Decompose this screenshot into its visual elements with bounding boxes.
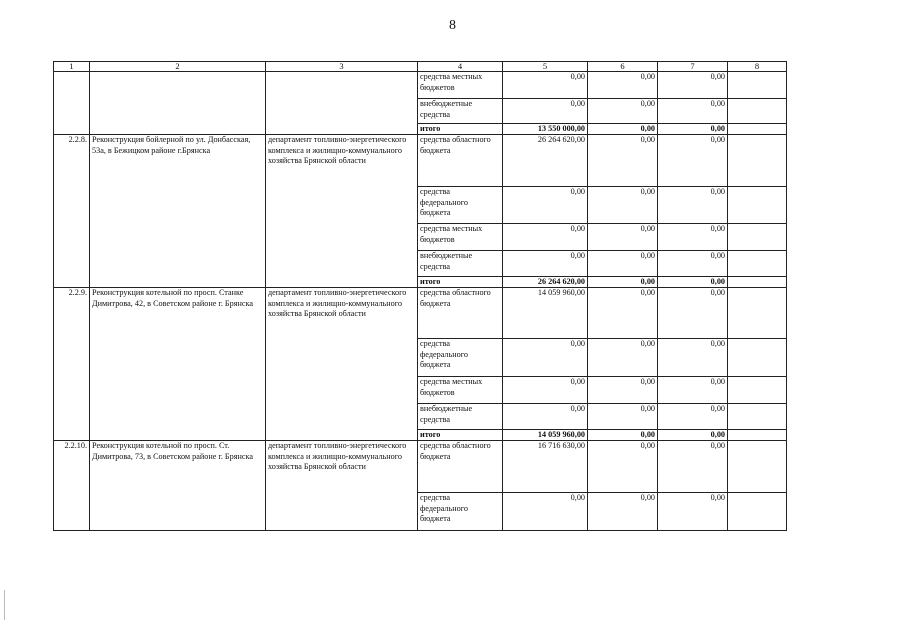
item-executor: департамент топливно-энергетического комплекса и жилищно-коммунального хозяйства Брянской области — [266, 288, 418, 441]
funding-source: средства федерального бюджета — [418, 493, 503, 531]
amount-col6: 0,00 — [588, 72, 658, 99]
amount-col8 — [728, 430, 787, 441]
item-code: 2.2.8. — [54, 135, 90, 288]
amount-col8 — [728, 72, 787, 99]
amount-col8 — [728, 377, 787, 404]
funding-source: средства федерального бюджета — [418, 339, 503, 377]
funding-source: средства областного бюджета — [418, 441, 503, 493]
amount-col7: 0,00 — [658, 288, 728, 339]
funding-source: средства местных бюджетов — [418, 377, 503, 404]
amount-col7: 0,00 — [658, 404, 728, 430]
amount-col8 — [728, 251, 787, 277]
amount-col8 — [728, 404, 787, 430]
funding-source: итого — [418, 430, 503, 441]
amount-col7: 0,00 — [658, 377, 728, 404]
amount-col7: 0,00 — [658, 339, 728, 377]
amount-col5: 14 059 960,00 — [503, 288, 588, 339]
amount-col6: 0,00 — [588, 377, 658, 404]
amount-col6: 0,00 — [588, 224, 658, 251]
amount-col5: 26 264 620,00 — [503, 277, 588, 288]
amount-col5: 13 550 000,00 — [503, 124, 588, 135]
column-number: 2 — [90, 62, 266, 72]
funding-source: внебюджетные средства — [418, 251, 503, 277]
amount-col8 — [728, 224, 787, 251]
funding-source: средства федерального бюджета — [418, 187, 503, 224]
amount-col6: 0,00 — [588, 124, 658, 135]
amount-col6: 0,00 — [588, 277, 658, 288]
budget-table — [53, 61, 787, 531]
amount-col5: 0,00 — [503, 251, 588, 277]
amount-col8 — [728, 277, 787, 288]
item-name: Реконструкция котельной по просп. Ст. Димитрова, 73, в Советском районе г. Брянска — [90, 441, 266, 531]
amount-col7: 0,00 — [658, 251, 728, 277]
item-executor: департамент топливно-энергетического комплекса и жилищно-коммунального хозяйства Брянской области — [266, 441, 418, 531]
amount-col5: 14 059 960,00 — [503, 430, 588, 441]
amount-col7: 0,00 — [658, 430, 728, 441]
amount-col6: 0,00 — [588, 187, 658, 224]
amount-col5: 16 716 630,00 — [503, 441, 588, 493]
amount-col5: 0,00 — [503, 377, 588, 404]
column-number: 6 — [588, 62, 658, 72]
funding-row — [54, 72, 787, 99]
amount-col5: 0,00 — [503, 99, 588, 124]
item-name — [90, 72, 266, 135]
amount-col5: 0,00 — [503, 187, 588, 224]
column-number: 4 — [418, 62, 503, 72]
amount-col8 — [728, 99, 787, 124]
amount-col7: 0,00 — [658, 99, 728, 124]
amount-col6: 0,00 — [588, 339, 658, 377]
amount-col8 — [728, 441, 787, 493]
item-executor: департамент топливно-энергетического комплекса и жилищно-коммунального хозяйства Брянской области — [266, 135, 418, 288]
amount-col5: 0,00 — [503, 404, 588, 430]
item-code — [54, 72, 90, 135]
funding-source: внебюджетные средства — [418, 99, 503, 124]
funding-source: средства местных бюджетов — [418, 224, 503, 251]
amount-col5: 0,00 — [503, 339, 588, 377]
amount-col7: 0,00 — [658, 124, 728, 135]
amount-col5: 26 264 620,00 — [503, 135, 588, 187]
amount-col7: 0,00 — [658, 277, 728, 288]
funding-source: средства местных бюджетов — [418, 72, 503, 99]
amount-col6: 0,00 — [588, 135, 658, 187]
amount-col7: 0,00 — [658, 441, 728, 493]
column-number: 8 — [728, 62, 787, 72]
amount-col8 — [728, 124, 787, 135]
amount-col6: 0,00 — [588, 99, 658, 124]
amount-col7: 0,00 — [658, 493, 728, 531]
amount-col6: 0,00 — [588, 288, 658, 339]
amount-col8 — [728, 339, 787, 377]
column-number: 5 — [503, 62, 588, 72]
funding-row — [54, 135, 787, 187]
item-name: Реконструкция бойлерной по ул. Донбасская, 53а, в Бежицком районе г.Брянска — [90, 135, 266, 288]
amount-col6: 0,00 — [588, 404, 658, 430]
item-name: Реконструкция котельной по просп. Станке Димитрова, 42, в Советском районе г. Брянска — [90, 288, 266, 441]
amount-col6: 0,00 — [588, 251, 658, 277]
amount-col7: 0,00 — [658, 135, 728, 187]
item-executor — [266, 72, 418, 135]
funding-source: средства областного бюджета — [418, 135, 503, 187]
amount-col7: 0,00 — [658, 224, 728, 251]
amount-col8 — [728, 135, 787, 187]
amount-col6: 0,00 — [588, 430, 658, 441]
amount-col7: 0,00 — [658, 187, 728, 224]
funding-row — [54, 288, 787, 339]
item-code: 2.2.10. — [54, 441, 90, 531]
column-number: 3 — [266, 62, 418, 72]
funding-source: итого — [418, 124, 503, 135]
amount-col6: 0,00 — [588, 493, 658, 531]
funding-row — [54, 441, 787, 493]
amount-col8 — [728, 288, 787, 339]
funding-source: итого — [418, 277, 503, 288]
amount-col7: 0,00 — [658, 72, 728, 99]
column-number-row — [54, 62, 787, 72]
amount-col8 — [728, 493, 787, 531]
amount-col5: 0,00 — [503, 493, 588, 531]
funding-source: средства областного бюджета — [418, 288, 503, 339]
amount-col6: 0,00 — [588, 441, 658, 493]
scan-margin-mark — [4, 590, 5, 620]
amount-col5: 0,00 — [503, 72, 588, 99]
column-number: 1 — [54, 62, 90, 72]
amount-col8 — [728, 187, 787, 224]
item-code: 2.2.9. — [54, 288, 90, 441]
amount-col5: 0,00 — [503, 224, 588, 251]
funding-source: внебюджетные средства — [418, 404, 503, 430]
page-number: 8 — [449, 18, 456, 33]
column-number: 7 — [658, 62, 728, 72]
